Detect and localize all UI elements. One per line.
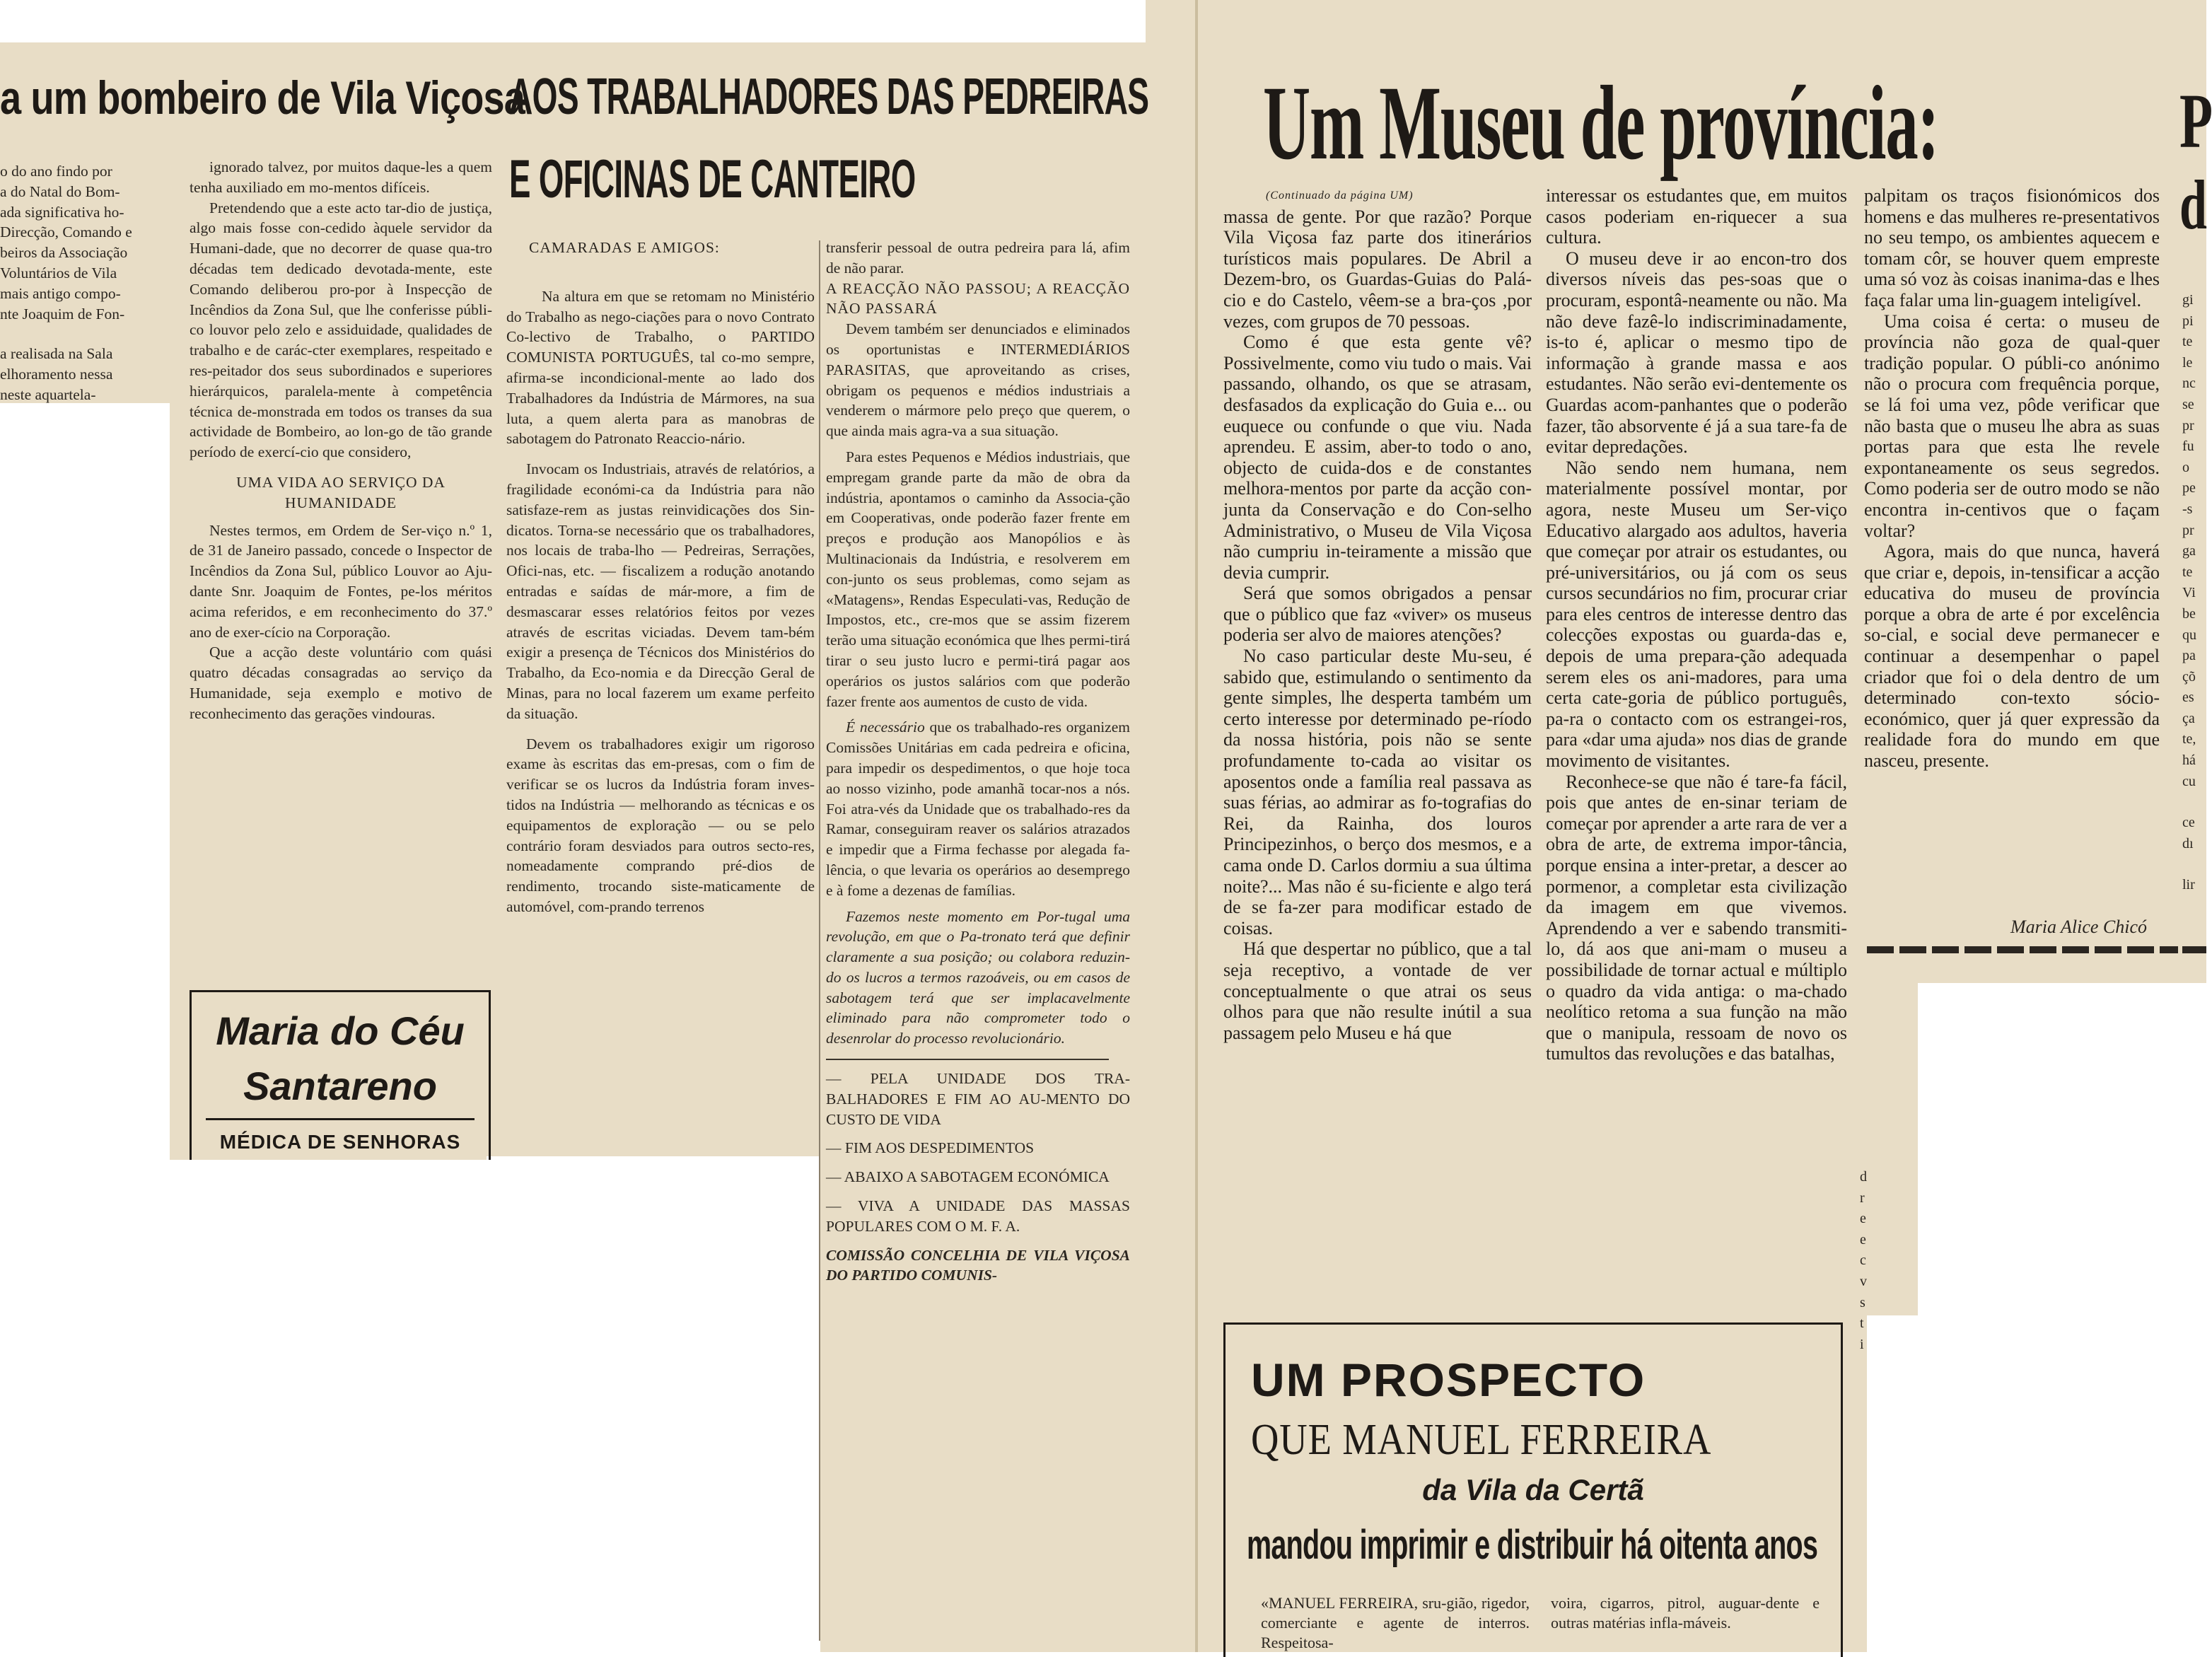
edge-fragment — [2182, 792, 2204, 813]
right-col1-paragraph: massa de gente. Por que razão? Porque Vila Viçosa faz parte dos itinerários turísticos mais populares. De Abril a Dezem-bro, os Guardas-Guias do Palá-cio e do Castelo, vêem-se a bra-ços ,por vezes, com grupos de 70 pessoas. — [1223, 206, 1532, 332]
left-col1-line: a realisada na Sala — [0, 345, 113, 363]
middle-slogan: — ABAIXO A SABOTAGEM ECONÓMICA — [826, 1168, 1110, 1186]
edge-fragment: te — [2182, 564, 2193, 580]
edge-fragment: e — [1860, 1231, 1866, 1248]
edge-fragment — [2182, 854, 2204, 875]
fold-line — [1195, 0, 1198, 1652]
middle-col1-paragraph: Na altura em que se retomam no Ministério do Trabalho as nego-ciações para o novo Contrato Co-lectivo de Trabalho, o PARTIDO COMUNISTA PORTUGUÊS, tal co-mo sempre, afirma-se incondicional-mente ao lado dos Trabalhadores da Indústria de Mármores, na sua luta, a quem alerta para as manobras de sabotagem do Patronato Reaccio-nário. — [506, 287, 815, 448]
edge-fragment: c — [1860, 1252, 1866, 1269]
advert-subtitle: MÉDICA DE SENHORAS — [219, 1131, 461, 1153]
left-column-2 — [190, 157, 492, 724]
edge-fragment: se — [2182, 396, 2194, 412]
edge-fragment: e — [1860, 1211, 1866, 1227]
left-col1-line: Direcção, Comando e — [0, 223, 132, 241]
right-col1-paragraph: Como é que esta gente vê? Possivelmente, como viu tudo o mais. Vai passando, olhando, os que se atrasam, desfasados da explicação do Guia e... ou euquece ou confunde o que viu. Nada aprendeu. E assim, aber-to todo o ano, objecto de cuida-dos e de constantes melhora-mentos por parte da acção con-junta da Conservação e do Con-selho Administrativo, o Museu de Vila Viçosa não cumpriu in-teiramente a missão que devia cumprir. — [1223, 332, 1532, 583]
middle-headline-2: E OFICINAS DE CANTEIRO — [509, 149, 916, 209]
middle-divider — [826, 1059, 1109, 1060]
prospect-tagline: mandou imprimir e distribuir há oitenta anos — [1247, 1522, 1818, 1568]
advert-name-line1: Maria do Céu — [216, 1008, 465, 1053]
edge-fragment: v — [1860, 1273, 1867, 1289]
edge-fragment: es — [2182, 690, 2194, 706]
middle-column-1 — [506, 238, 815, 917]
middle-slogan: — FIM AOS DESPEDIMENTOS — [826, 1139, 1035, 1157]
edge-fragment: nc — [2182, 376, 2196, 392]
tear-left-bottom — [170, 1160, 820, 1655]
edge-fragment: pr — [2182, 417, 2194, 434]
edge-fragment: çõ — [2182, 668, 2196, 685]
edge-fragment: le — [2182, 354, 2193, 371]
left-col2-paragraph: Nestes termos, em Ordem de Ser-viço n.º 1, de 31 de Janeiro passado, concede o Inspector de Incêndios da Zona Sul, público Louvor ao Aju-dante Snr. Joaquim de Fontes, pe-los méritos acima referidos, e em reconhecimento do 37.º ano de exer-cício na Corporação. — [190, 521, 492, 641]
advert-box — [190, 990, 491, 1162]
middle-col1-paragraph: Invocam os Industriais, através de relatórios, a fragilidade económi-ca da Indústria para não satisfaze-rem as justas reinvidicações dos Sin-dicatos. Torna-se necessário que os trabalhadores, nos locais de traba-lho — Pedreiras, Serrações, Ofici-nas, etc. — fiscalizem a rodução anotando entradas e saídas de már-more, a fim de desmascarar esses relatórios feitos por vezes através de escritas viciadas. Devem tam-bém exigir a presença de Técnicos dos Ministérios do Trabalho, da Eco-nomia e da Direcção Geral de Minas, para no local fazerem um exame perfeito da situação. — [506, 460, 815, 722]
middle-slogan: — VIVA A UNIDADE DAS MASSAS POPULARES COM O M. F. A. — [826, 1197, 1130, 1235]
edge-fragment: r — [1860, 1190, 1865, 1206]
middle-col2-paragraph — [826, 717, 1130, 900]
left-col1-line: nte Joaquim de Fon- — [0, 305, 125, 322]
middle-col2-subhead: A REACÇÃO NÃO PASSOU; A REACÇÃO NÃO PASSARÁ — [826, 279, 1130, 318]
prospect-col2: voira, cigarros, pitrol, auguar-dente e outras matérias infla-máveis. — [1551, 1594, 1820, 1632]
middle-headline-1: AOS TRABALHADORES DAS PEDREIRAS — [509, 69, 1149, 125]
advert-name-line2: Santareno — [243, 1064, 437, 1108]
right-edge-fragments — [2182, 290, 2204, 896]
left-col1-line: Voluntários de Vila — [0, 264, 117, 281]
edge-fragment: be — [2182, 605, 2196, 622]
prospect-title: UM PROSPECTO — [1251, 1354, 1646, 1406]
right-col3-paragraph: palpitam os traços fisionómicos dos homens e das mulheres re-presentativos no seu tempo, os ambientes aquecem e tomam côr, se houver quem empreste uma só voz às coisas inanima-das e lhes faça falar uma lin-guagem inteligível. — [1864, 185, 2160, 310]
edge-fragment: t — [1860, 1315, 1864, 1332]
left-col1-line: a do Natal do Bom- — [0, 182, 120, 200]
prospect-col1: «MANUEL FERREIRA, sru-gião, rigedor, comerciante e agente de interros. Respeitosa- — [1261, 1594, 1530, 1651]
left-col1-line: ada significativa ho- — [0, 203, 124, 221]
edge-fragment: o — [2182, 459, 2189, 475]
left-col1-line: elhoramento nessa — [0, 366, 113, 383]
right-col2-paragraph: interessar os estudantes que, em muitos casos poderiam en-riquecer a sua cultura. — [1546, 185, 1847, 248]
edge-fragment: dı — [2182, 835, 2194, 851]
edge-fragment: qu — [2182, 627, 2196, 643]
left-col2-subhead: UMA VIDA AO SERVIÇO DA HUMANIDADE — [236, 473, 446, 511]
right-col1-paragraph: Há que despertar no público, que a tal seja receptivo, a vontade de ver conceptualmente o que atrai os seus olhos para que não resulte inútil a sua passagem pelo Museu e há que — [1223, 938, 1532, 1043]
left-col2-paragraph: Pretendendo que a este acto tar-dio de justiça, algo mais fosse con-cedido àquele servidor da Humani-dade, que no decorrer de quase qua-tro décadas tem dedicado devotada-mente, este Comando deliberou pro-por à Inspecção de Incêndios da Zona Sul, que lhe conferisse públi-co louvor pelo zelo e assiduidade, qualidades de trabalho e de carác-cter exemplares, respeitado e res-peitador dos seus subordinados e superiores hierárquicos, paralela-mente à competência técnica de-monstrada em todos os transes da sua actividade de Bombeiro, ao lon-go de tão grande período de exercí-cio que considero, — [190, 199, 492, 461]
left-col1-line: beiros da Associação — [0, 244, 128, 262]
edge-rule — [2182, 946, 2206, 953]
right-headline-edge-1: P — [2179, 78, 2212, 164]
clipping-right-edge-strip — [1867, 983, 1918, 1315]
right-col3-paragraph: Uma coisa é certa: o museu de província não goza de qual-quer tradição popular. O públi-co anónimo não o procura com frequência porque, se lá foi uma vez, pôde verificar que não basta que o museu lhe abra as suas portas para que esta lhe revele expontaneamente os seus segredos. Como poderia ser de outro modo se não encontra in-centivos que o façam voltar? — [1864, 310, 2160, 541]
right-column-1 — [1223, 185, 1532, 1043]
left-headline: a um bombeiro de Vila Viçosa — [0, 71, 525, 124]
right-col1-paragraph: Será que somos obrigados a pensar que o público que faz «viver» os museus poderia ser alvo de maiores atenções? — [1223, 583, 1532, 646]
edge-fragment: lir — [2182, 877, 2195, 893]
middle-col2-paragraph: Fazemos neste momento em Por-tugal uma revolução, em que o Pa-tronato terá que definir claramente a sua posição; ou colabora reduzin-do os lucros a termos razoáveis, ou em casos de sabotagem terá que ser implacavelmente eliminado para não comprometer todo o desenrolar do processo revolucionário. — [826, 907, 1130, 1047]
edge-fragment: fu — [2182, 438, 2194, 455]
edge-fragment: ce — [2182, 815, 2195, 831]
right-column-2 — [1546, 185, 1847, 1064]
left-col2-paragraph: Que a acção deste voluntário com quási quatro décadas consagradas ao serviço da Humanidade, seja exemplo e motivo de reconhecimento das gerações vindouras. — [190, 644, 492, 722]
edge-fragment: s — [1860, 1294, 1865, 1310]
middle-col2-paragraph: Para estes Pequenos e Médios industriais, que empregam grande parte da mão de obra da indústria, apontamos o caminho da Associa-ção em Cooperativas, onde poderão fazer frente em preços e produção aos Manopólios e às Multinacionais da Indústria, e resolverem em con-junto os seus problemas, como sejam as «Matagens», Rendas Especulati-vas, Redução de Impostos, etc., cre-mos que se assim fizerem terão uma situação económica que lhes permi-tirá tirar o seu justo lucro e permi-tirá pagar aos operários os justos salários com que poderão fazer frente aos aumentos de custo de vida. — [826, 448, 1130, 710]
prospect-place: da Vila da Certã — [1422, 1473, 1644, 1506]
right-col2-paragraph: Reconhece-se que não é tare-fa fácil, pois que antes de en-sinar teriam de começar por aprender a arte rara de ver a obra de arte, de extrema impor-tância, porque ensina a inter-pretar, a descer ao pormenor, a completar esta civilização da imagem em que vivemos. Aprendendo a ver e sabendo transmiti-lo, dá aos que ani-mam o museu a possibilidade de tornar actual e múltiplo o quadro da vida antiga: o ma-chado neolítico retoma a sua função na mão que o manipula, ressoam de novo os tumultos das revoluções e das batalhas, — [1546, 771, 1847, 1064]
advert-divider — [206, 1118, 475, 1120]
left-col1-line: mais antigo compo- — [0, 284, 121, 302]
middle-col2-text: que os trabalhado-res organizem Comissões Unitárias em cada pedreira e oficina, para impedir os despedimentos, o que hoje toca ao nosso vizinho, pode amanhã tocar-nos a nós. Foi atra-vés da Unidade que os trabalhado-res da Ramar, conseguiram reaver os salários atrazados e impedir que a Firma fechasse por alegada fa-lência, o que levaria os operários ao desemprego e à fome a dezenas de famílias. — [826, 719, 1130, 899]
edge-fragment: ga — [2182, 543, 2196, 559]
left-col2-paragraph: ignorado talvez, por muitos daque-les a quem tenha auxiliado em mo-mentos difíceis. — [190, 158, 492, 196]
right-column-3 — [1864, 185, 2160, 772]
right-col1-paragraph: No caso particular deste Mu-seu, é sabido que, estimulando o sentimento da gente simples, lhe desperta também um certo interesse por determinado pe-ríodo da nossa história, pois não se sente profundamente to-cada ao visitar os aposentos onde a família real passava as suas férias, ao admirar as fo-tografias do Rei, da Rainha, dos louros Principezinhos, o berço dos mesmos, e a cama onde D. Carlos dormiu a sua última noite?... Mas não é su-ficiente e algo terá de se fa-zer para modificar estado de coisas. — [1223, 646, 1532, 938]
middle-col2-lead: É necessário — [846, 719, 925, 736]
edge-fragment: pr — [2182, 522, 2194, 538]
article-author: Maria Alice Chicó — [2010, 917, 2147, 937]
middle-col2-paragraph: transferir pessoal de outra pedreira para lá, afim de não parar. — [826, 239, 1130, 277]
left-col1-line: neste aquartela- — [0, 385, 96, 403]
prospect-box — [1223, 1322, 1843, 1657]
edge-fragment: Vi — [2182, 585, 2196, 601]
right-headline: Um Museu de província: — [1263, 64, 1939, 182]
left-column-1 — [0, 161, 177, 405]
edge-fragment: gi — [2182, 292, 2194, 308]
continued-note: (Continuado da página UM) — [1266, 190, 1414, 202]
tear-left — [0, 410, 170, 1655]
edge-fragment: -s — [2182, 501, 2193, 517]
right-col3-paragraph: Agora, mais do que nunca, haverá que criar e, depois, in-tensificar a acção educativa do museu de província porque a obra de arte é por excelência so-cial, e social deve permanecer e continuar a desempenhar o papel criador que foi o dela dentro de um determinado con-texto sócio-económico, quer já quer expressão da realidade fora do mundo em que nasceu, presente. — [1864, 541, 2160, 772]
edge-fragment: pe — [2182, 480, 2196, 496]
tear-right-lower — [1867, 983, 2206, 1652]
middle-signature: COMISSÃO CONCELHIA DE VILA VIÇOSA DO PARTIDO COMUNIS- — [826, 1246, 1130, 1284]
edge-fragment: pa — [2182, 648, 2196, 664]
right-headline-edge-2: d — [2179, 165, 2207, 244]
right-col2-paragraph: O museu deve ir ao encon-tro dos diversos níveis das pes-soas que o procuram, espontâ-neamente ou não. Ma não deve fazê-lo indiscriminadamente, is-to é, aplicar o mesmo tipo de informação à grande massa e aos estudantes. Não serão evi-dentemente os Guardas acom-panhantes que o poderão fazer, tão absorvente é já a sua tare-fa de evitar depredações. — [1546, 248, 1847, 458]
middle-column-2 — [826, 238, 1130, 1294]
author-rule — [1867, 946, 2178, 953]
edge-fragment: pi — [2182, 313, 2194, 329]
edge-fragment: há — [2182, 752, 2196, 769]
middle-column-rule — [819, 240, 820, 1641]
edge-fragment: te, — [2182, 731, 2196, 748]
edge-fragment: i — [1860, 1336, 1864, 1352]
middle-salutation: CAMARADAS E AMIGOS: — [529, 239, 720, 256]
middle-slogan: — PELA UNIDADE DOS TRA-BALHADORES E FIM AO AU-MENTO DO CUSTO DE VIDA — [826, 1070, 1130, 1128]
right-edge-fragments-2 — [1860, 1167, 1874, 1355]
edge-fragment: ça — [2182, 710, 2195, 726]
edge-fragment: cu — [2182, 773, 2196, 789]
edge-fragment: d — [1860, 1169, 1867, 1185]
middle-col2-paragraph: Devem também ser denunciados e eliminados os oportunistas e INTERMEDIÁRIOS PARASITAS, que aproveitando as crises, obrigam os pequenos e médios industriais a venderem o mármore pelo preço que querem, o que ainda mais agra-va a sua situação. — [826, 320, 1130, 440]
left-col1-line: o do ano findo por — [0, 163, 112, 180]
prospect-subtitle: QUE MANUEL FERREIRA — [1251, 1416, 1712, 1464]
right-col2-paragraph: Não sendo nem humana, nem materialmente possível montar, por agora, neste Museu um Ser-viço Educativo alargado aos adultos, haveria que começar por atrair os estudantes, ou pré-universitários, ou já com os seus cursos secundários no fim, procurar criar para eles centros de interesse dentro das colecções expostas ou guarda-das e, depois de uma prepara-ção adequada serem eles os ani-madores, para uma certa cate-goria de público português, pa-ra o contacto com os estrangei-ros, para «dar uma ajuda» nos dias de grande movimento de visitantes. — [1546, 457, 1847, 772]
left-col1-line — [0, 324, 177, 344]
middle-col1-paragraph: Devem os trabalhadores exigir um rigoroso exame às escritas das em-presas, com o fim de verificar se os lucros da Indústria foram inves-tidos na Indústria — melhorando as técnicas e os equipamentos de exploração — ou se pelo contrário foram desviados para outros secto-res, nomeadamente comprando pré-dios de rendimento, trocando siste-maticamente de automóvel, com-prando terrenos — [506, 735, 815, 915]
edge-fragment: te — [2182, 334, 2193, 350]
